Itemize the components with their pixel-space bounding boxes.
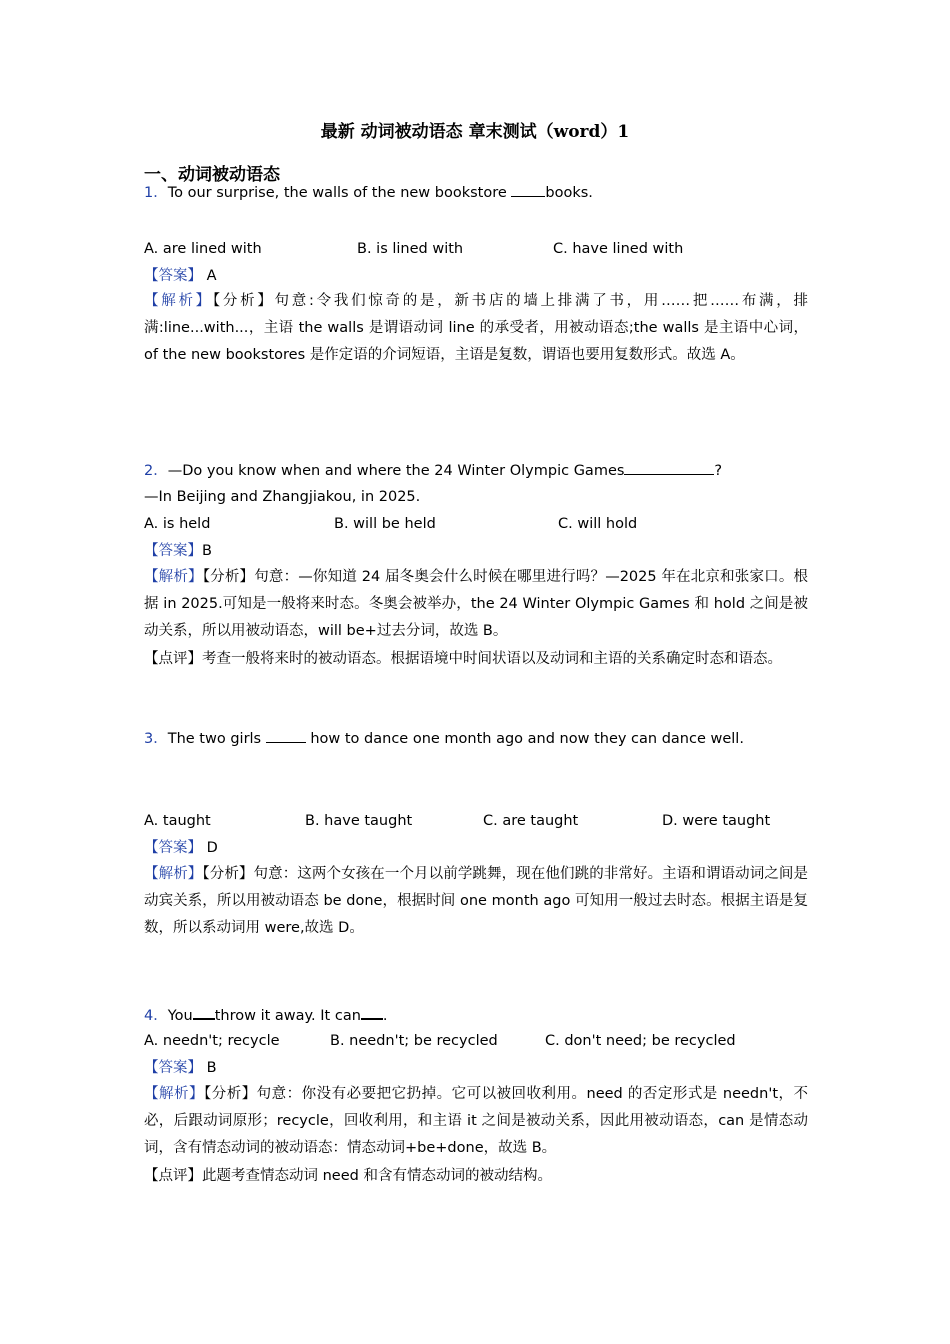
- comment-block: [144, 646, 808, 673]
- analysis-label: 【解析】: [144, 293, 213, 309]
- analysis-text: 【分析】句意：你没有必要把它扔掉。它可以被回收利用。need 的否定形式是 needn't，不必，后跟动词原形；recycle，回收利用，和主语 it 之间是被动关系，因此用被动语态，can 是情态动词，含有情态动词的被动语态：情态动词+be+done，故选 B。: [144, 1086, 808, 1156]
- option-c: C. will hold: [558, 516, 638, 532]
- comment-label: 【点评】: [144, 651, 202, 667]
- answer-blank: [266, 729, 306, 743]
- option-b: B. needn't; be recycled: [330, 1033, 498, 1049]
- comment-text: 此题考查情态动词 need 和含有情态动词的被动结构。: [202, 1168, 552, 1184]
- option-a: A. is held: [144, 516, 211, 532]
- option-a: A. needn't; recycle: [144, 1033, 280, 1049]
- analysis-block: [144, 564, 808, 645]
- question-number: 1．: [144, 185, 168, 201]
- section-heading: 一、动词被动语态: [144, 165, 280, 185]
- answer-value: B: [206, 1060, 217, 1076]
- answer-blank: [511, 183, 545, 197]
- answer-label: 【答案】: [144, 268, 202, 284]
- analysis-label: 【解析】: [144, 866, 203, 882]
- comment-label: 【点评】: [144, 1168, 202, 1184]
- analysis-label: 【解析】: [144, 1086, 204, 1102]
- answer-label: 【答案】: [144, 543, 202, 559]
- question-2-reply: —In Beijing and Zhangjiakou, in 2025.: [144, 489, 421, 505]
- answer-value: A: [206, 268, 217, 284]
- comment-text: 考查一般将来时的被动语态。根据语境中时间状语以及动词和主语的关系确定时态和语态。: [202, 651, 782, 667]
- answer-line: [144, 1059, 808, 1078]
- option-b: B. is lined with: [357, 241, 464, 257]
- option-a: A. taught: [144, 813, 211, 829]
- analysis-text: 【分析】句意:令我们惊奇的是，新书店的墙上排满了书，用……把……布满，排满:line...with...，主语 the walls 是谓语动词 line 的承受者，用被动语态;the walls 是主语中心词，of the new bookstores 是作定语的介词短语，主语是复数，谓语也要用复数形式。故选 A。: [144, 293, 808, 363]
- option-c: C. don't need; be recycled: [545, 1033, 736, 1049]
- answer-line: [144, 542, 808, 561]
- answer-blank: [361, 1005, 383, 1020]
- analysis-block: [144, 1081, 808, 1162]
- analysis-text: 【分析】句意：—你知道 24 届冬奥会什么时候在哪里进行吗？—2025 年在北京和张家口。根据 in 2025.可知是一般将来时态。冬奥会被举办，the 24 Winter Olympic Games 和 hold 之间是被动关系，所以用被动语态，will be+过去分词，故选 B。: [144, 569, 809, 639]
- analysis-label: 【解析】: [144, 569, 203, 585]
- answer-value: B: [202, 543, 212, 559]
- option-b: B. will be held: [334, 516, 436, 532]
- option-b: B. have taught: [305, 813, 413, 829]
- question-1-stem: 1．To our surprise, the walls of the new bookstore books.: [144, 185, 593, 201]
- question-number: 2．: [144, 463, 168, 479]
- answer-label: 【答案】: [144, 840, 202, 856]
- answer-line: [144, 839, 808, 858]
- question-2-stem: 2．—Do you know when and where the 24 Winter Olympic Games ?: [144, 463, 723, 479]
- option-d: D. were taught: [662, 813, 771, 829]
- answer-blank: [624, 461, 714, 475]
- question-4-stem: 4．You throw it away. It can .: [144, 1005, 808, 1026]
- answer-line: [144, 267, 808, 286]
- comment-block: [144, 1163, 808, 1190]
- option-c: C. have lined with: [553, 241, 684, 257]
- answer-value: D: [206, 840, 218, 856]
- answer-blank: [193, 1005, 215, 1020]
- analysis-block: [144, 288, 808, 369]
- question-3-stem: 3．The two girls how to dance one month ago and now they can dance well.: [144, 731, 744, 747]
- analysis-text: 【分析】句意：这两个女孩在一个月以前学跳舞，现在他们跳的非常好。主语和谓语动词之间是动宾关系，所以用被动语态 be done，根据时间 one month ago 可知用一般过去时态。根据主语是复数，所以系动词用 were,故选 D。: [144, 866, 809, 936]
- question-number: 4．: [144, 1008, 168, 1024]
- option-a: A. are lined with: [144, 241, 262, 257]
- analysis-block: [144, 861, 808, 942]
- option-c: C. are taught: [483, 813, 579, 829]
- page-title: 最新 动词被动语态 章末测试（word）1: [320, 122, 630, 142]
- question-number: 3．: [144, 731, 168, 747]
- answer-label: 【答案】: [144, 1060, 202, 1076]
